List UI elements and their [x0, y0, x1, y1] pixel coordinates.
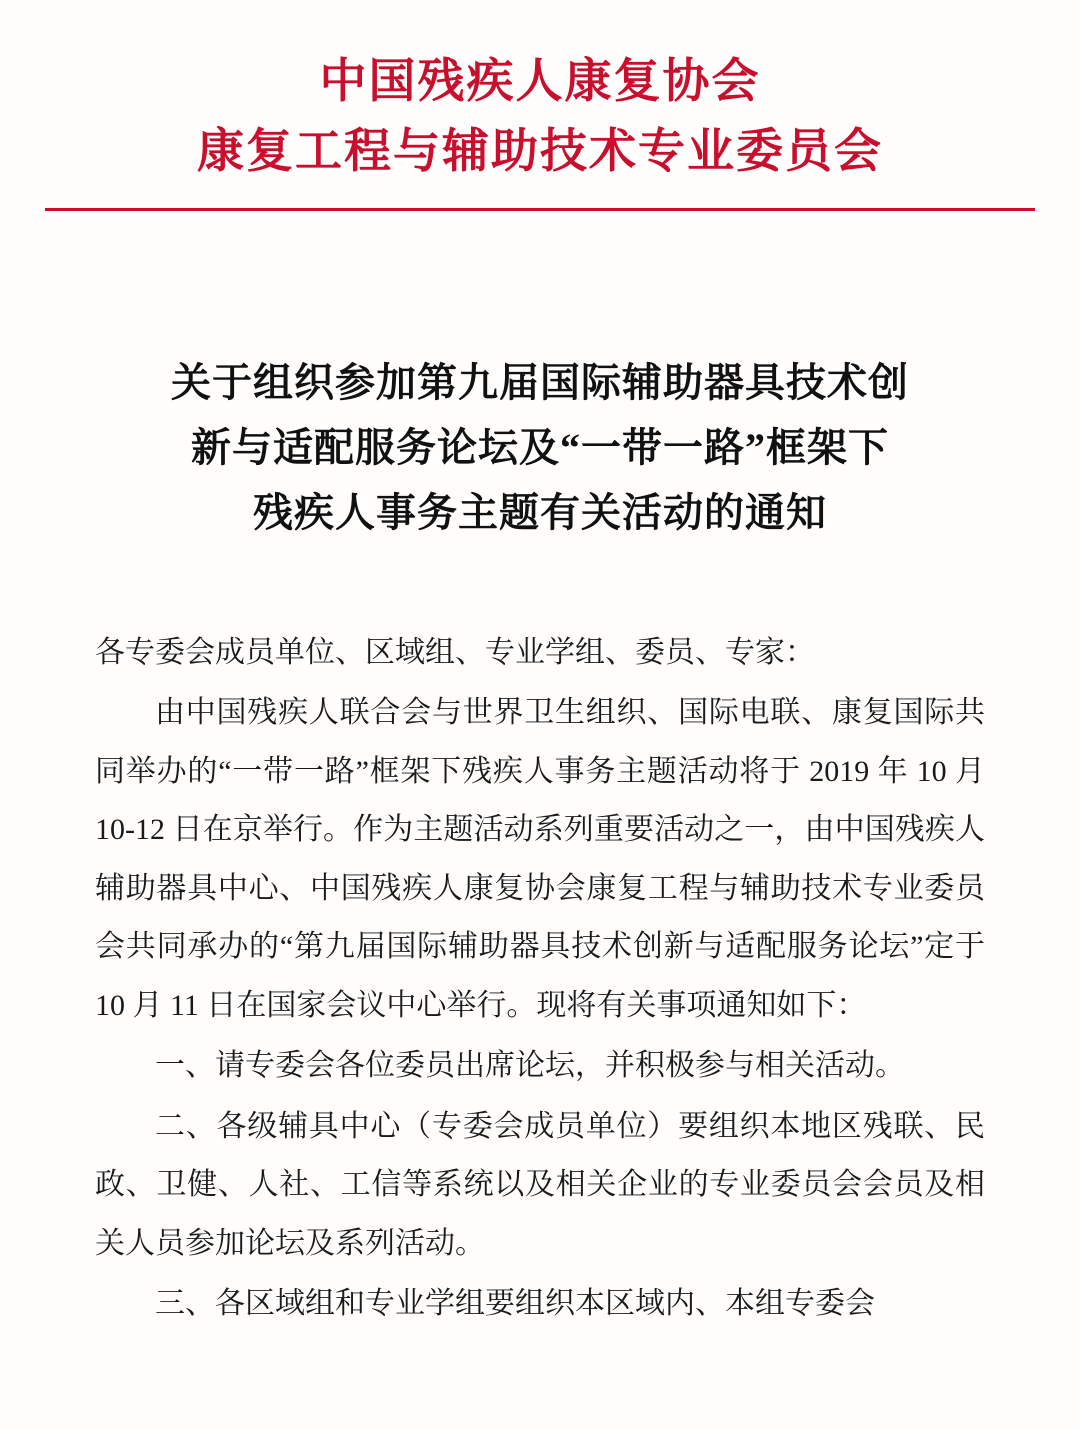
page-title: [110, 351, 970, 545]
salutation: 各专委会成员单位、区域组、专业学组、委员、专家：: [95, 635, 815, 669]
page-title-line-3: 残疾人事务主题有关活动的通知: [253, 489, 827, 535]
page-title-line-1: 关于组织参加第九届国际辅助器具技术创: [171, 360, 909, 406]
organization-name-line-2: 康复工程与辅助技术专业委员会: [197, 126, 883, 179]
letterhead: [0, 0, 1080, 182]
document-body: [95, 624, 985, 1362]
page-title-line-2: 新与适配服务论坛及“一带一路”框架下: [191, 425, 889, 471]
body-paragraph-4: 三、各区域组和专业学组要组织本区域内、本组专委会: [155, 1287, 875, 1321]
body-paragraph-2: 一、请专委会各位委员出席论坛，并积极参与相关活动。: [155, 1049, 905, 1083]
body-paragraph-3: 二、各级辅具中心（专委会成员单位）要组织本地区残联、民政、卫健、人社、工信等系统以及相关企业的专业委员会会员及相关人员参加论坛及系列活动。: [95, 1109, 985, 1260]
page-bottom-spacer: [95, 1336, 985, 1362]
body-paragraph-1: 由中国残疾人联合会与世界卫生组织、国际电联、康复国际共同举办的“一带一路”框架下残疾人事务主题活动将于 2019 年 10 月 10-12 日在京举行。作为主题活动系列重要活动之一，由中国残疾人辅助器具中心、中国残疾人康复协会康复工程与辅助技术专业委员会共同承办的“第九届国际辅助器具技术创新与适配服务论坛”定于 10 月 11 日在国家会议中心举行。现将有关事项通知如下：: [95, 696, 985, 1022]
letterhead-divider: [45, 208, 1035, 211]
organization-name-line-1: 中国残疾人康复协会: [319, 56, 761, 108]
